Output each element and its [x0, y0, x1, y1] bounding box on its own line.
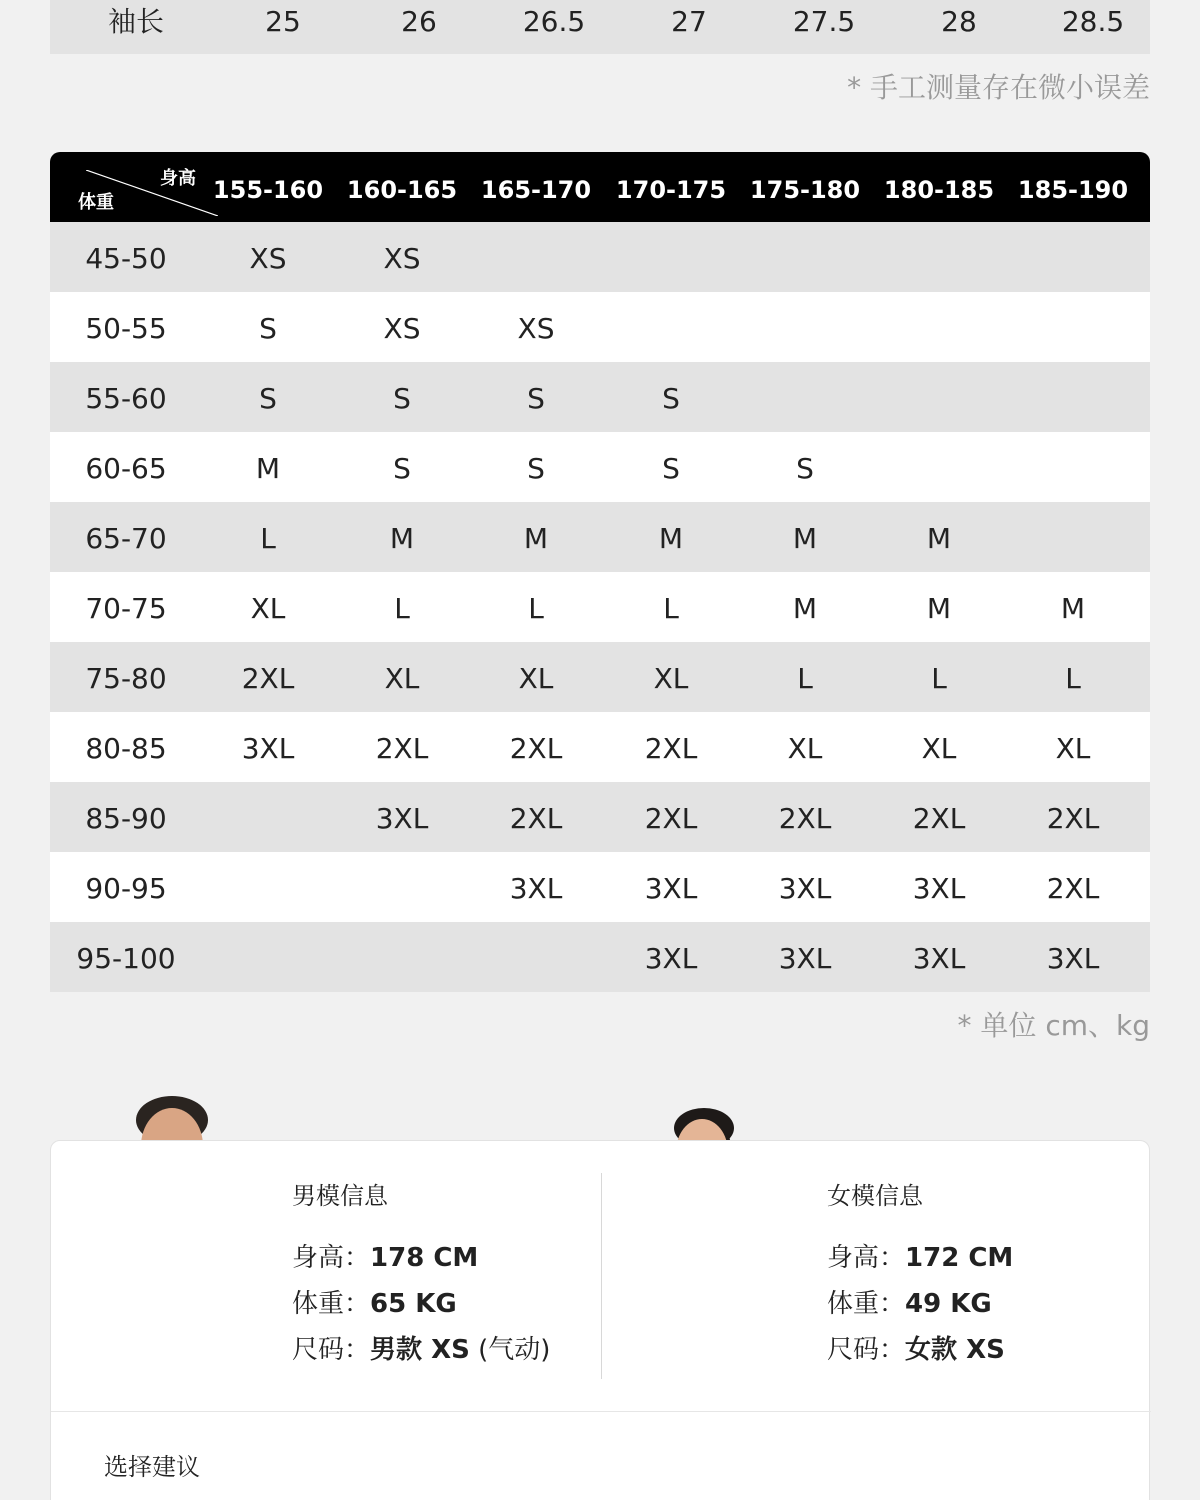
size-cell: XL [653, 662, 689, 695]
size-cell: XL [921, 732, 957, 765]
vertical-divider [601, 1173, 602, 1379]
size-cell: XL [250, 592, 286, 625]
weight-cell: 75-80 [85, 662, 167, 695]
sleeve-value: 27.5 [792, 5, 856, 38]
size-cell: 2XL [1046, 802, 1100, 835]
model-info-card [50, 1140, 1150, 1500]
size-cell: L [528, 592, 544, 625]
table-row [50, 852, 1150, 922]
size-extra: (气动) [469, 1335, 551, 1365]
height-label: 身高： [827, 1243, 906, 1273]
male-size [292, 1327, 550, 1373]
sleeve-value: 27 [671, 5, 707, 38]
selection-advice-title: 选择建议 [104, 1453, 200, 1481]
male-weight [292, 1281, 550, 1327]
sleeve-length-row [50, 0, 1150, 54]
size-cell: 3XL [912, 942, 966, 975]
unit-note: * 单位 cm、kg [957, 1009, 1150, 1042]
female-info-title: 女模信息 [827, 1182, 923, 1210]
female-size [827, 1327, 1013, 1373]
table-corner [78, 162, 218, 214]
size-cell: 3XL [509, 872, 563, 905]
weight-cell: 90-95 [85, 872, 167, 905]
size-cell: 3XL [1046, 942, 1100, 975]
size-cell: 3XL [375, 802, 429, 835]
weight-cell: 85-90 [85, 802, 167, 835]
size-cell: 2XL [644, 732, 698, 765]
size-cell: XL [384, 662, 420, 695]
sleeve-value: 28.5 [1061, 5, 1125, 38]
table-row [50, 362, 1150, 432]
size-label: 尺码： [292, 1335, 371, 1365]
size-cell: 3XL [912, 872, 966, 905]
size-cell: L [797, 662, 813, 695]
horizontal-divider [51, 1411, 1151, 1412]
column-header: 180-185 [883, 176, 995, 204]
weight-cell: 45-50 [85, 242, 167, 275]
size-cell: 2XL [1046, 872, 1100, 905]
weight-value: 65 KG [370, 1289, 457, 1319]
table-row [50, 922, 1150, 992]
size-cell: M [792, 522, 818, 555]
size-value: 女款 XS [905, 1335, 1005, 1365]
table-header [50, 152, 1150, 222]
weight-value: 49 KG [905, 1289, 992, 1319]
size-cell: S [662, 452, 680, 485]
male-info-title: 男模信息 [292, 1182, 388, 1210]
height-value: 178 CM [370, 1243, 479, 1273]
weight-label: 体重： [292, 1289, 371, 1319]
size-cell: M [389, 522, 415, 555]
weight-cell: 80-85 [85, 732, 167, 765]
size-table [50, 152, 1150, 992]
size-cell: 2XL [509, 802, 563, 835]
female-weight [827, 1281, 1013, 1327]
size-cell: S [393, 452, 411, 485]
size-cell: 3XL [241, 732, 295, 765]
size-cell: 2XL [509, 732, 563, 765]
size-cell: S [527, 452, 545, 485]
size-cell: L [394, 592, 410, 625]
size-cell: L [1065, 662, 1081, 695]
size-cell: 3XL [644, 872, 698, 905]
male-height [292, 1235, 550, 1281]
size-cell: 2XL [375, 732, 429, 765]
height-value: 172 CM [905, 1243, 1014, 1273]
size-cell: 3XL [644, 942, 698, 975]
size-cell: M [1060, 592, 1086, 625]
size-cell: S [259, 382, 277, 415]
table-row [50, 222, 1150, 292]
sleeve-value: 26.5 [522, 5, 586, 38]
size-cell: XS [383, 312, 421, 345]
corner-height-label: 身高 [160, 168, 196, 189]
size-cell: 3XL [778, 872, 832, 905]
size-cell: S [527, 382, 545, 415]
male-model-info [292, 1181, 550, 1373]
size-cell: M [926, 522, 952, 555]
size-cell: XL [1055, 732, 1091, 765]
size-cell: S [796, 452, 814, 485]
size-cell: M [523, 522, 549, 555]
column-header: 160-165 [346, 176, 458, 204]
column-header: 170-175 [615, 176, 727, 204]
size-cell: M [658, 522, 684, 555]
size-cell: XL [787, 732, 823, 765]
sleeve-label: 袖长 [107, 5, 165, 38]
table-body [50, 222, 1150, 992]
size-cell: 2XL [241, 662, 295, 695]
column-header: 175-180 [749, 176, 861, 204]
size-cell: S [662, 382, 680, 415]
size-cell: S [259, 312, 277, 345]
measurement-note: * 手工测量存在微小误差 [847, 71, 1150, 104]
weight-cell: 60-65 [85, 452, 167, 485]
weight-cell: 50-55 [85, 312, 167, 345]
column-header: 185-190 [1017, 176, 1129, 204]
size-cell: 2XL [912, 802, 966, 835]
weight-cell: 95-100 [76, 942, 176, 975]
height-label: 身高： [292, 1243, 371, 1273]
size-cell: XS [249, 242, 287, 275]
weight-cell: 70-75 [85, 592, 167, 625]
sleeve-value: 26 [401, 5, 437, 38]
table-row [50, 712, 1150, 782]
table-row [50, 782, 1150, 852]
size-cell: L [663, 592, 679, 625]
weight-cell: 55-60 [85, 382, 167, 415]
sleeve-value: 28 [941, 5, 977, 38]
column-header: 165-170 [480, 176, 592, 204]
weight-cell: 65-70 [85, 522, 167, 555]
female-height [827, 1235, 1013, 1281]
size-cell: S [393, 382, 411, 415]
size-cell: L [931, 662, 947, 695]
size-cell: 2XL [644, 802, 698, 835]
table-row [50, 642, 1150, 712]
size-cell: M [926, 592, 952, 625]
size-cell: XS [517, 312, 555, 345]
sleeve-value: 25 [265, 5, 301, 38]
table-row [50, 292, 1150, 362]
size-cell: M [792, 592, 818, 625]
size-value: 男款 XS [370, 1335, 470, 1365]
table-row [50, 432, 1150, 502]
size-cell: 3XL [778, 942, 832, 975]
table-row [50, 572, 1150, 642]
female-model-info [827, 1181, 1013, 1373]
column-header: 155-160 [212, 176, 324, 204]
weight-label: 体重： [827, 1289, 906, 1319]
size-cell: 2XL [778, 802, 832, 835]
size-cell: M [255, 452, 281, 485]
table-row [50, 502, 1150, 572]
size-cell: XL [518, 662, 554, 695]
corner-weight-label: 体重 [78, 192, 114, 213]
size-label: 尺码： [827, 1335, 906, 1365]
size-cell: XS [383, 242, 421, 275]
size-cell: L [260, 522, 276, 555]
